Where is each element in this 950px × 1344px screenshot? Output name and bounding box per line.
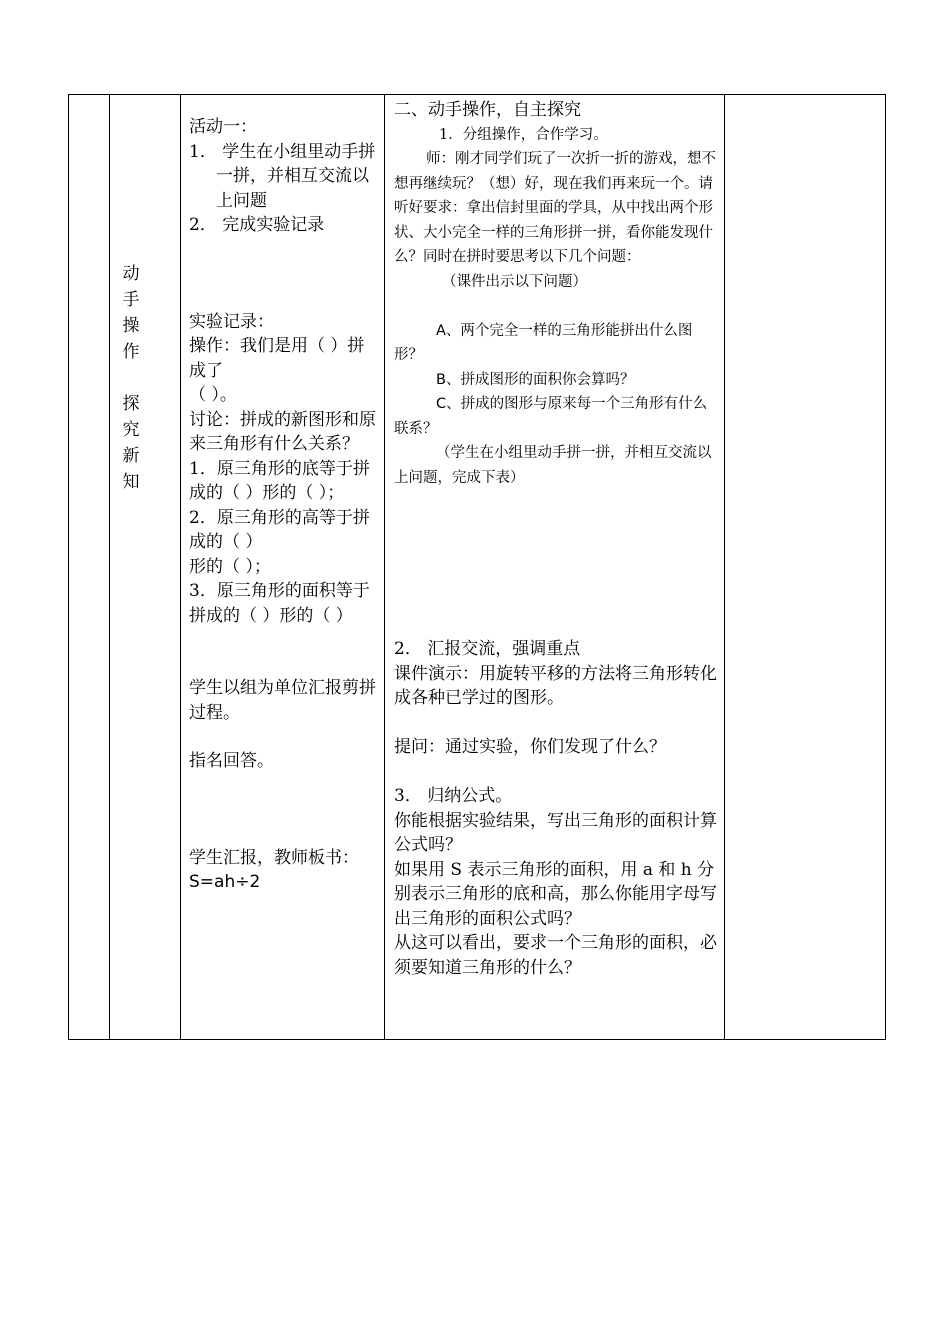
student-activity-text <box>189 115 379 895</box>
student-activity-column <box>181 95 385 1039</box>
question-a-text: A、两个完全一样的三角形能拼出什么图形？ <box>394 322 693 363</box>
formula-ask-2: 如果用 S 表示三角形的面积，用 a 和 h 分别表示三角形的底和高，那么你能用字母写出三角形的面积公式吗？ <box>394 859 717 929</box>
stage-char: 操 <box>122 316 140 336</box>
demo-text: 课件演示：用旋转平移的方法将三角形转化成各种已学过的图形。 <box>394 663 717 708</box>
activity-title: 活动一： <box>189 117 257 137</box>
stage-column <box>110 95 181 1039</box>
question-b-text: B、拼成图形的面积你会算吗？ <box>436 371 635 388</box>
stage-char: 知 <box>122 472 140 492</box>
named-answer: 指名回答。 <box>189 751 274 771</box>
teacher-activity-column <box>385 95 725 1039</box>
formula: S=ah÷2 <box>189 872 261 892</box>
stage-char: 探 <box>122 394 140 414</box>
operation-line-2: （ ）。 <box>189 385 237 405</box>
student-note: （学生在小组里动手拼一拼，并相互交流以上问题，完成下表） <box>394 445 712 486</box>
question-prompt: 提问：通过实验，你们发现了什么？ <box>394 737 666 757</box>
formula-ask-3: 从这可以看出，要求一个三角形的面积，必须要知道三角形的什么？ <box>394 933 717 978</box>
board-writing: 学生汇报，教师板书： <box>189 847 359 868</box>
discussion-text: 讨论：拼成的新图形和原来三角形有什么关系？ <box>189 409 376 454</box>
step-1: 1．分组操作，合作学习。 <box>439 126 608 143</box>
question-1: 1．原三角形的底等于拼成的（ ）形的（ ）； <box>189 458 370 503</box>
question-3: 3．原三角形的面积等于拼成的（ ）形的（ ） <box>189 581 370 626</box>
question-2a: 2．原三角形的高等于拼成的（ ） <box>189 507 370 552</box>
stage-char: 动 <box>122 264 140 284</box>
question-c-text: C、拼成的图形与原来每一个三角形有什么联系？ <box>394 396 708 437</box>
question-b <box>394 368 719 393</box>
record-title: 实验记录： <box>189 311 274 332</box>
question-2b: 形的（ ）； <box>189 556 271 577</box>
question-c <box>394 392 719 441</box>
teacher-intro: 师：刚才同学们玩了一次折一折的游戏，想不想再继续玩？（想）好，现在我们再来玩一个。请听好要求：拿出信封里面的学具，从中找出两个形状、大小完全一样的三角形拼一拼，看你能发现什么？同时在拼时要思考以下几个问题： <box>394 151 716 265</box>
courseware-note: （课件出示以下问题） <box>442 273 587 290</box>
formula-ask-1: 你能根据实验结果，写出三角形的面积计算公式吗？ <box>394 810 717 855</box>
lesson-plan-table <box>68 94 886 1040</box>
operation-line-1: 操作：我们是用（ ）拼成了 <box>189 336 365 381</box>
activity-item-1: 1． 学生在小组里动手拼一拼，并相互交流以上问题 <box>189 141 376 211</box>
blank-column-left <box>69 95 110 1039</box>
activity-item-2: 2． 完成实验记录 <box>189 215 325 235</box>
stage-char: 手 <box>122 290 140 310</box>
teacher-activity-text <box>394 98 719 980</box>
blank-column-right <box>725 95 887 1039</box>
question-a <box>394 319 719 368</box>
stage-char: 新 <box>122 446 140 466</box>
step-3: 3． 归纳公式。 <box>394 786 513 806</box>
stage-char: 作 <box>122 342 140 362</box>
section-title: 二、动手操作，自主探究 <box>394 100 581 120</box>
group-report: 学生以组为单位汇报剪拼过程。 <box>189 678 376 723</box>
step-2: 2． 汇报交流，强调重点 <box>394 639 581 659</box>
stage-char: 究 <box>122 420 140 440</box>
stage-label <box>120 261 142 495</box>
